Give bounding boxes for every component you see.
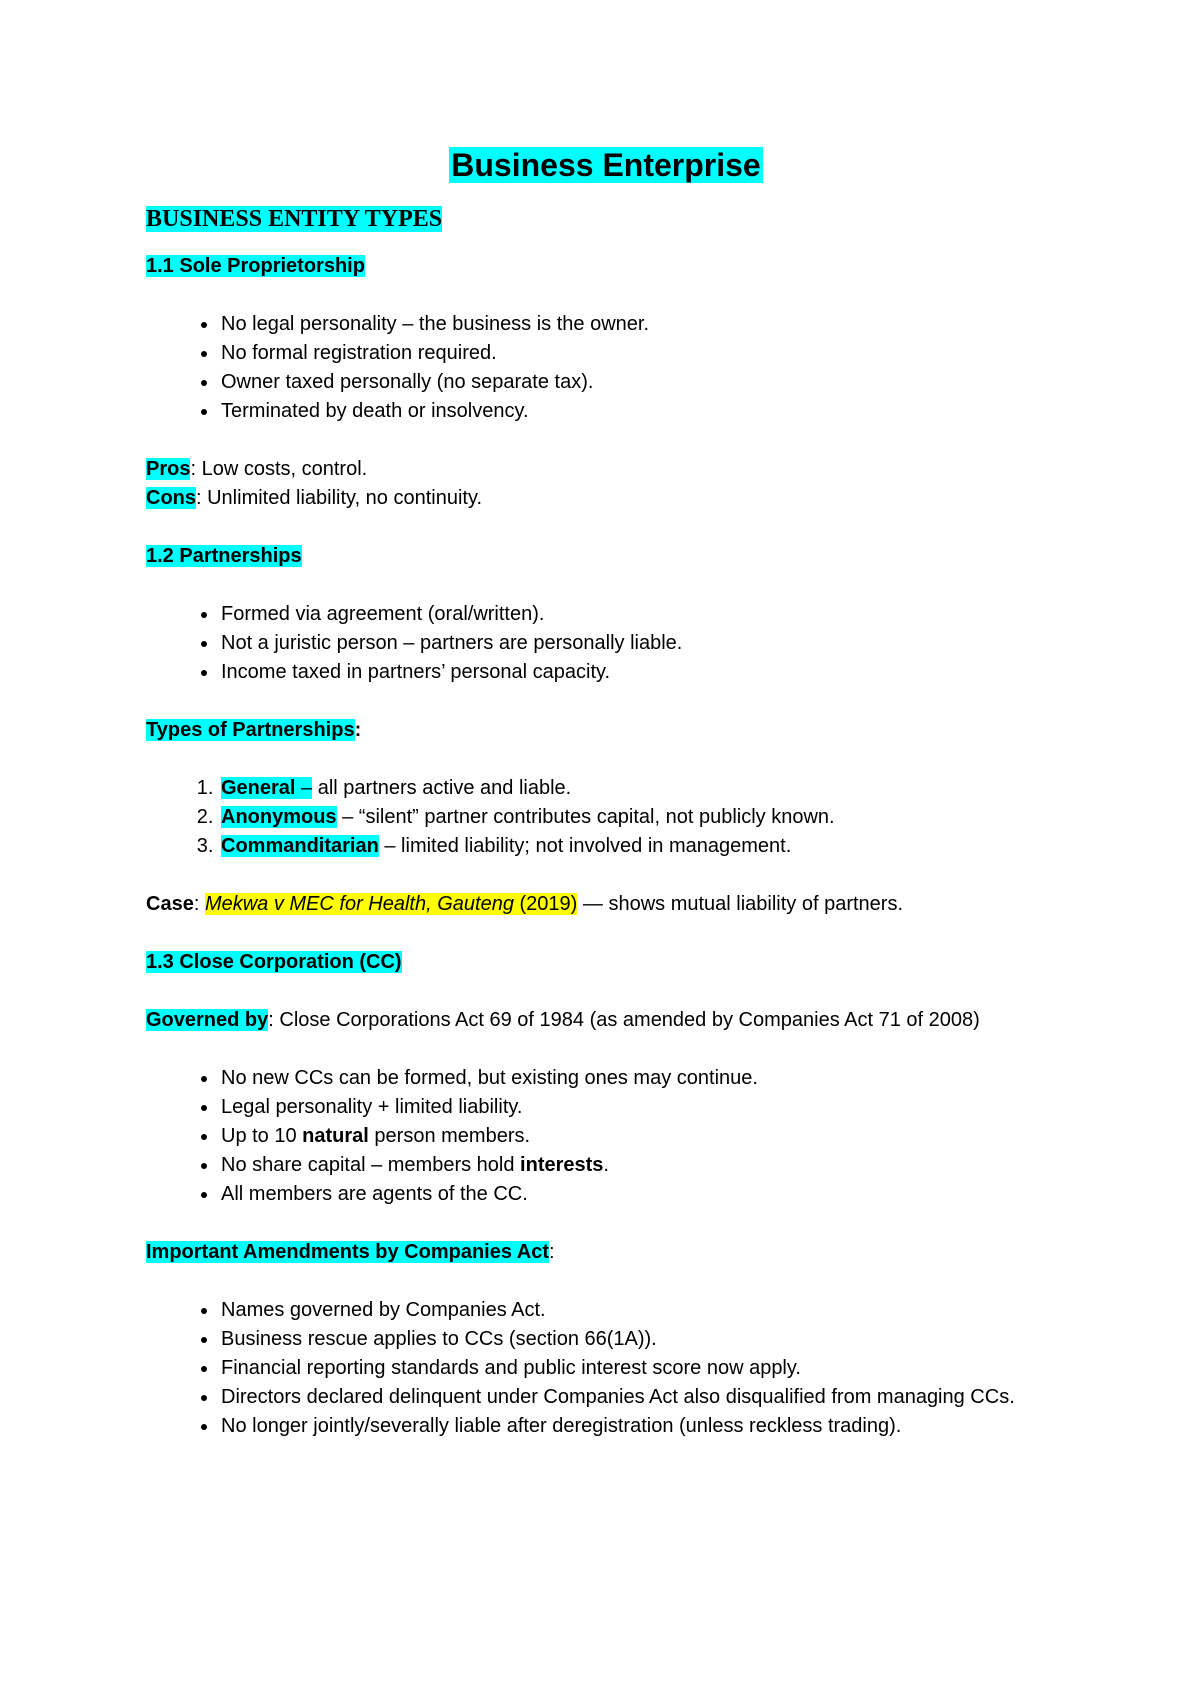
- heading-sole-proprietorship: 1.1 Sole Proprietorship: [146, 255, 365, 277]
- close-corporation-list: [146, 1064, 1066, 1209]
- document-content: [146, 142, 1066, 1470]
- list-item: • No formal registration required.: [219, 339, 1066, 368]
- list-item: • Names governed by Companies Act.: [219, 1296, 1066, 1325]
- list-item: • Business rescue applies to CCs (section 66(1A)).: [219, 1325, 1066, 1354]
- list-item: • Owner taxed personally (no separate tax).: [219, 368, 1066, 397]
- heading-important-amendments: Important Amendments by Companies Act:: [146, 1241, 555, 1263]
- amendments-list: [146, 1296, 1066, 1441]
- section-heading: BUSINESS ENTITY TYPES: [146, 206, 443, 232]
- heading-partnerships: 1.2 Partnerships: [146, 545, 302, 567]
- list-item: • Directors declared delinquent under Companies Act also disqualified from managing CCs.: [219, 1383, 1066, 1412]
- list-item: • Financial reporting standards and public interest score now apply.: [219, 1354, 1066, 1383]
- document-title: Business Enterprise: [451, 147, 761, 183]
- list-item: • No new CCs can be formed, but existing ones may continue.: [219, 1064, 1066, 1093]
- case-line: Case: Mekwa v MEC for Health, Gauteng (2019) — shows mutual liability of partners.: [146, 893, 904, 915]
- list-item: • No share capital – members hold interests.: [219, 1151, 1066, 1180]
- list-item: • Terminated by death or insolvency.: [219, 397, 1066, 426]
- list-item: • Up to 10 natural person members.: [219, 1122, 1066, 1151]
- pros-label: Pros: [146, 458, 191, 480]
- governed-by-line: Governed by: Close Corporations Act 69 of 1984 (as amended by Companies Act 71 of 2008): [146, 1009, 980, 1031]
- heading-close-corporation: 1.3 Close Corporation (CC): [146, 951, 402, 973]
- partnerships-list: [146, 600, 1066, 687]
- list-item: • No legal personality – the business is the owner.: [219, 310, 1066, 339]
- list-item: • Legal personality + limited liability.: [219, 1093, 1066, 1122]
- cons-line: Cons: Unlimited liability, no continuity.: [146, 487, 483, 509]
- pros-line: Pros: Low costs, control.: [146, 458, 368, 480]
- cons-label: Cons: [146, 487, 196, 509]
- list-item: 1. General – all partners active and liable.: [219, 774, 1066, 803]
- partnership-types-list: [146, 774, 1066, 861]
- case-label: Case: [146, 893, 194, 915]
- list-item: • All members are agents of the CC.: [219, 1180, 1066, 1209]
- list-item: • Formed via agreement (oral/written).: [219, 600, 1066, 629]
- list-item: • Not a juristic person – partners are personally liable.: [219, 629, 1066, 658]
- pros-cons: [146, 455, 1066, 513]
- list-item: 2. Anonymous – “silent” partner contributes capital, not publicly known.: [219, 803, 1066, 832]
- sole-proprietorship-list: [146, 310, 1066, 426]
- list-item: 3. Commanditarian – limited liability; not involved in management.: [219, 832, 1066, 861]
- governed-by-label: Governed by: [146, 1009, 269, 1031]
- list-item: • Income taxed in partners’ personal capacity.: [219, 658, 1066, 687]
- list-item: • No longer jointly/severally liable after deregistration (unless reckless trading).: [219, 1412, 1066, 1441]
- case-name: Mekwa v MEC for Health, Gauteng: [204, 893, 514, 915]
- heading-types-of-partnerships: Types of Partnerships:: [146, 719, 362, 741]
